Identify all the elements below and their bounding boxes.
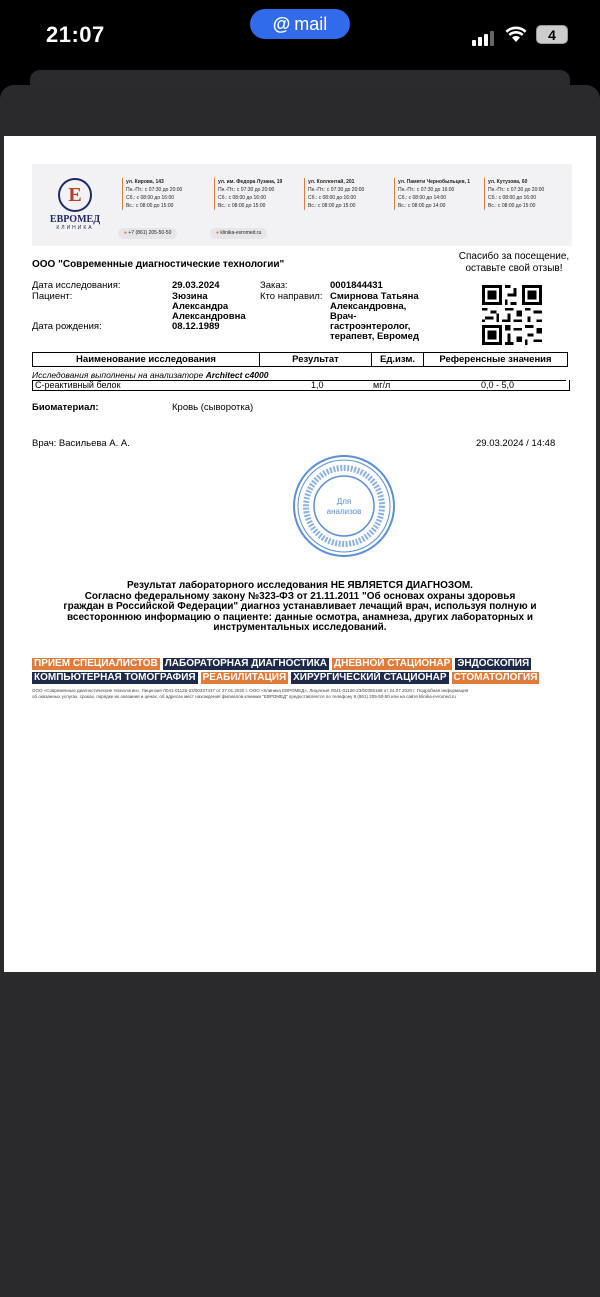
service-tag: ПРИЕМ СПЕЦИАЛИСТОВ: [34, 658, 158, 669]
clinic-logo: [42, 178, 108, 238]
clinic-website: [210, 228, 267, 239]
branch-address: ул. Кирова, 143: [126, 179, 164, 185]
clinic-stamp: [292, 454, 396, 558]
table-row: [32, 380, 570, 391]
branch-hours: Вс.: с 08:00 до 15:00: [308, 203, 356, 209]
logo-subtitle: КЛИНИКА: [56, 225, 94, 231]
test-unit: мг/л: [373, 380, 391, 390]
branch-hours: Вс.: с 08:00 до 14:00: [398, 203, 446, 209]
column-header: Референсные значения: [424, 353, 568, 367]
column-header: Наименование исследования: [33, 353, 260, 367]
lab-report-page[interactable]: [4, 136, 596, 972]
fine-print-line: об оказанных услугах, сроках, порядке их оказания и ценах, об адресах мест нахождения филиалов клиники "ЕВРОМЕД" предоставляется по телефону 8 (861) 205-50-50 или на сайте klinika-evromed.ru: [32, 694, 456, 699]
referrer-line-5: терапевт, Евромед: [330, 331, 419, 342]
branch-2: [214, 178, 306, 210]
website-text: klinika-evromed.ru: [220, 230, 262, 236]
referrer-label: Кто направил:: [260, 291, 323, 302]
date-value: 29.03.2024: [172, 280, 220, 291]
disclaimer-line: всестороннюю информацию о пациенте: данные осмотра, анамнеза, других лабораторных и: [67, 611, 533, 623]
disclaimer-line: инструментальных исследований.: [213, 622, 387, 633]
organization-name: ООО "Современные диагностические технологии": [32, 259, 285, 270]
branch-hours: Вс.: с 08:00 до 15:00: [218, 203, 266, 209]
patient-name-1: Зюзина: [172, 291, 208, 302]
branch-hours: Сб.: с 08:00 до 16:00: [488, 195, 537, 201]
license-fine-print: [32, 688, 572, 700]
branch-hours: Пн.-Пт.: с 07:30 до 20:00: [308, 187, 365, 193]
test-reference: 0,0 - 5,0: [481, 380, 515, 390]
column-header: Ед.изм.: [372, 353, 424, 367]
birth-value: 08.12.1989: [172, 321, 220, 332]
disclaimer-line: Согласно федеральному закону №323-ФЗ от 21.11.2011 "Об основах охраны здоровья: [84, 590, 516, 602]
order-value: 0001844431: [330, 280, 383, 291]
column-header: Результат: [260, 353, 372, 367]
phone-text: +7 (861) 205-50-50: [128, 230, 172, 236]
birth-label: Дата рождения:: [32, 321, 102, 332]
test-name: С-реактивный белок: [35, 380, 121, 390]
service-tag: ЛАБОРАТОРНАЯ ДИАГНОСТИКА: [164, 658, 328, 669]
disclaimer-line: Результат лабораторного исследования НЕ ЯВЛЯЕТСЯ ДИАГНОЗОМ.: [127, 580, 473, 591]
clock: 21:07: [46, 22, 105, 47]
doctor-name: Врач: Васильева А. А.: [32, 438, 130, 449]
branch-address: ул. Кутузова, 60: [488, 179, 528, 185]
branch-1: [122, 178, 214, 210]
biomaterial-label: Биоматериал:: [32, 402, 99, 413]
stamp-text-line-1: Для: [336, 497, 352, 506]
disclaimer: [32, 581, 568, 634]
feedback-text: Спасибо за посещение, оставьте свой отзыв!: [458, 251, 570, 274]
test-result: 1,0: [311, 380, 324, 390]
service-tag: ХИРУРГИЧЕСКИЙ СТАЦИОНАР: [293, 672, 447, 683]
branch-hours: Сб.: с 08:00 до 16:00: [308, 195, 357, 201]
fine-print-line: ООО «Современные диагностические технологии», Лицензия Л041-01126-23/00337437 от 27.01.2020 г. ООО «Клиника ЕВРОМЕД», Лицензия Л041-01126-23/00355168 от 24.07.2020 г. Подробная информация: [32, 688, 469, 693]
qr-code: [482, 285, 542, 345]
branch-hours: Сб.: с 08:00 до 16:00: [126, 195, 175, 201]
battery-icon: 4: [536, 25, 568, 44]
patient-label: Пациент:: [32, 291, 73, 302]
branch-hours: Пн.-Пт.: с 07:30 до 20:00: [218, 187, 275, 193]
disclaimer-line: граждан в Российской Федерации" диагноз устанавливает лечащий врач, используя полную и: [63, 601, 537, 612]
branch-hours: Вс.: с 08:00 до 15:00: [488, 203, 536, 209]
referrer-line-2: Александровна,: [330, 301, 407, 312]
branch-address: ул. Памяти Чернобыльцев, 1: [398, 179, 471, 185]
logo-name: ЕВРОМЕД: [49, 214, 101, 225]
at-icon: @: [272, 14, 291, 34]
globe-icon: ●: [216, 230, 220, 236]
wifi-icon: [505, 26, 527, 43]
referrer-line-4: гастроэнтеролог,: [330, 321, 411, 332]
clinic-phone: [118, 228, 177, 239]
branch-hours: Сб.: с 08:00 до 16:00: [218, 195, 267, 201]
mail-app-pill[interactable]: [250, 9, 350, 39]
branch-hours: Пн.-Пт.: с 07:30 до 20:00: [126, 187, 183, 193]
branch-3: [304, 178, 396, 210]
analyzer-prefix: Исследования выполнены на анализаторе: [32, 370, 204, 380]
mail-label: mail: [294, 14, 328, 34]
results-table-header: [32, 352, 568, 367]
service-tag: ДНЕВНОЙ СТАЦИОНАР: [334, 658, 451, 669]
signal-icon: [472, 28, 496, 46]
branch-hours: Сб.: с 08:00 до 14:00: [398, 195, 447, 201]
service-tag: СТОМАТОЛОГИЯ: [453, 672, 538, 683]
service-tag: КОМПЬЮТЕРНАЯ ТОМОГРАФИЯ: [34, 672, 196, 683]
date-label: Дата исследования:: [32, 280, 121, 291]
branch-hours: Пн.-Пт.: с 07:30 до 16:00: [398, 187, 455, 193]
referrer-line-3: Врач-: [330, 311, 357, 322]
order-label: Заказ:: [260, 280, 288, 291]
branch-4: [394, 178, 486, 210]
logo-emblem: Е: [58, 178, 92, 212]
branch-address: ул. им. Федора Лузана, 19: [218, 179, 283, 185]
stamp-text-line-2: анализов: [326, 507, 362, 516]
services-banner: [32, 658, 572, 686]
service-tag: РЕАБИЛИТАЦИЯ: [202, 672, 287, 683]
branch-5: [484, 178, 576, 210]
phone-icon: ●: [124, 230, 128, 236]
analyzer-name: Architect c4000: [205, 370, 269, 380]
branch-hours: Пн.-Пт.: с 07:30 до 20:00: [488, 187, 545, 193]
biomaterial-value: Кровь (сыворотка): [172, 402, 254, 413]
referrer-line-1: Смирнова Татьяна: [330, 291, 419, 302]
report-timestamp: 29.03.2024 / 14:48: [476, 438, 556, 449]
status-bar: [0, 0, 600, 70]
branch-hours: Вс.: с 08:00 до 15:00: [126, 203, 174, 209]
branch-address: ул. Коллонтай, 201: [308, 179, 355, 185]
clinic-header: [32, 164, 572, 246]
patient-name-3: Александровна: [172, 311, 246, 322]
service-tag: ЭНДОСКОПИЯ: [457, 658, 530, 669]
patient-name-2: Александра: [172, 301, 229, 312]
